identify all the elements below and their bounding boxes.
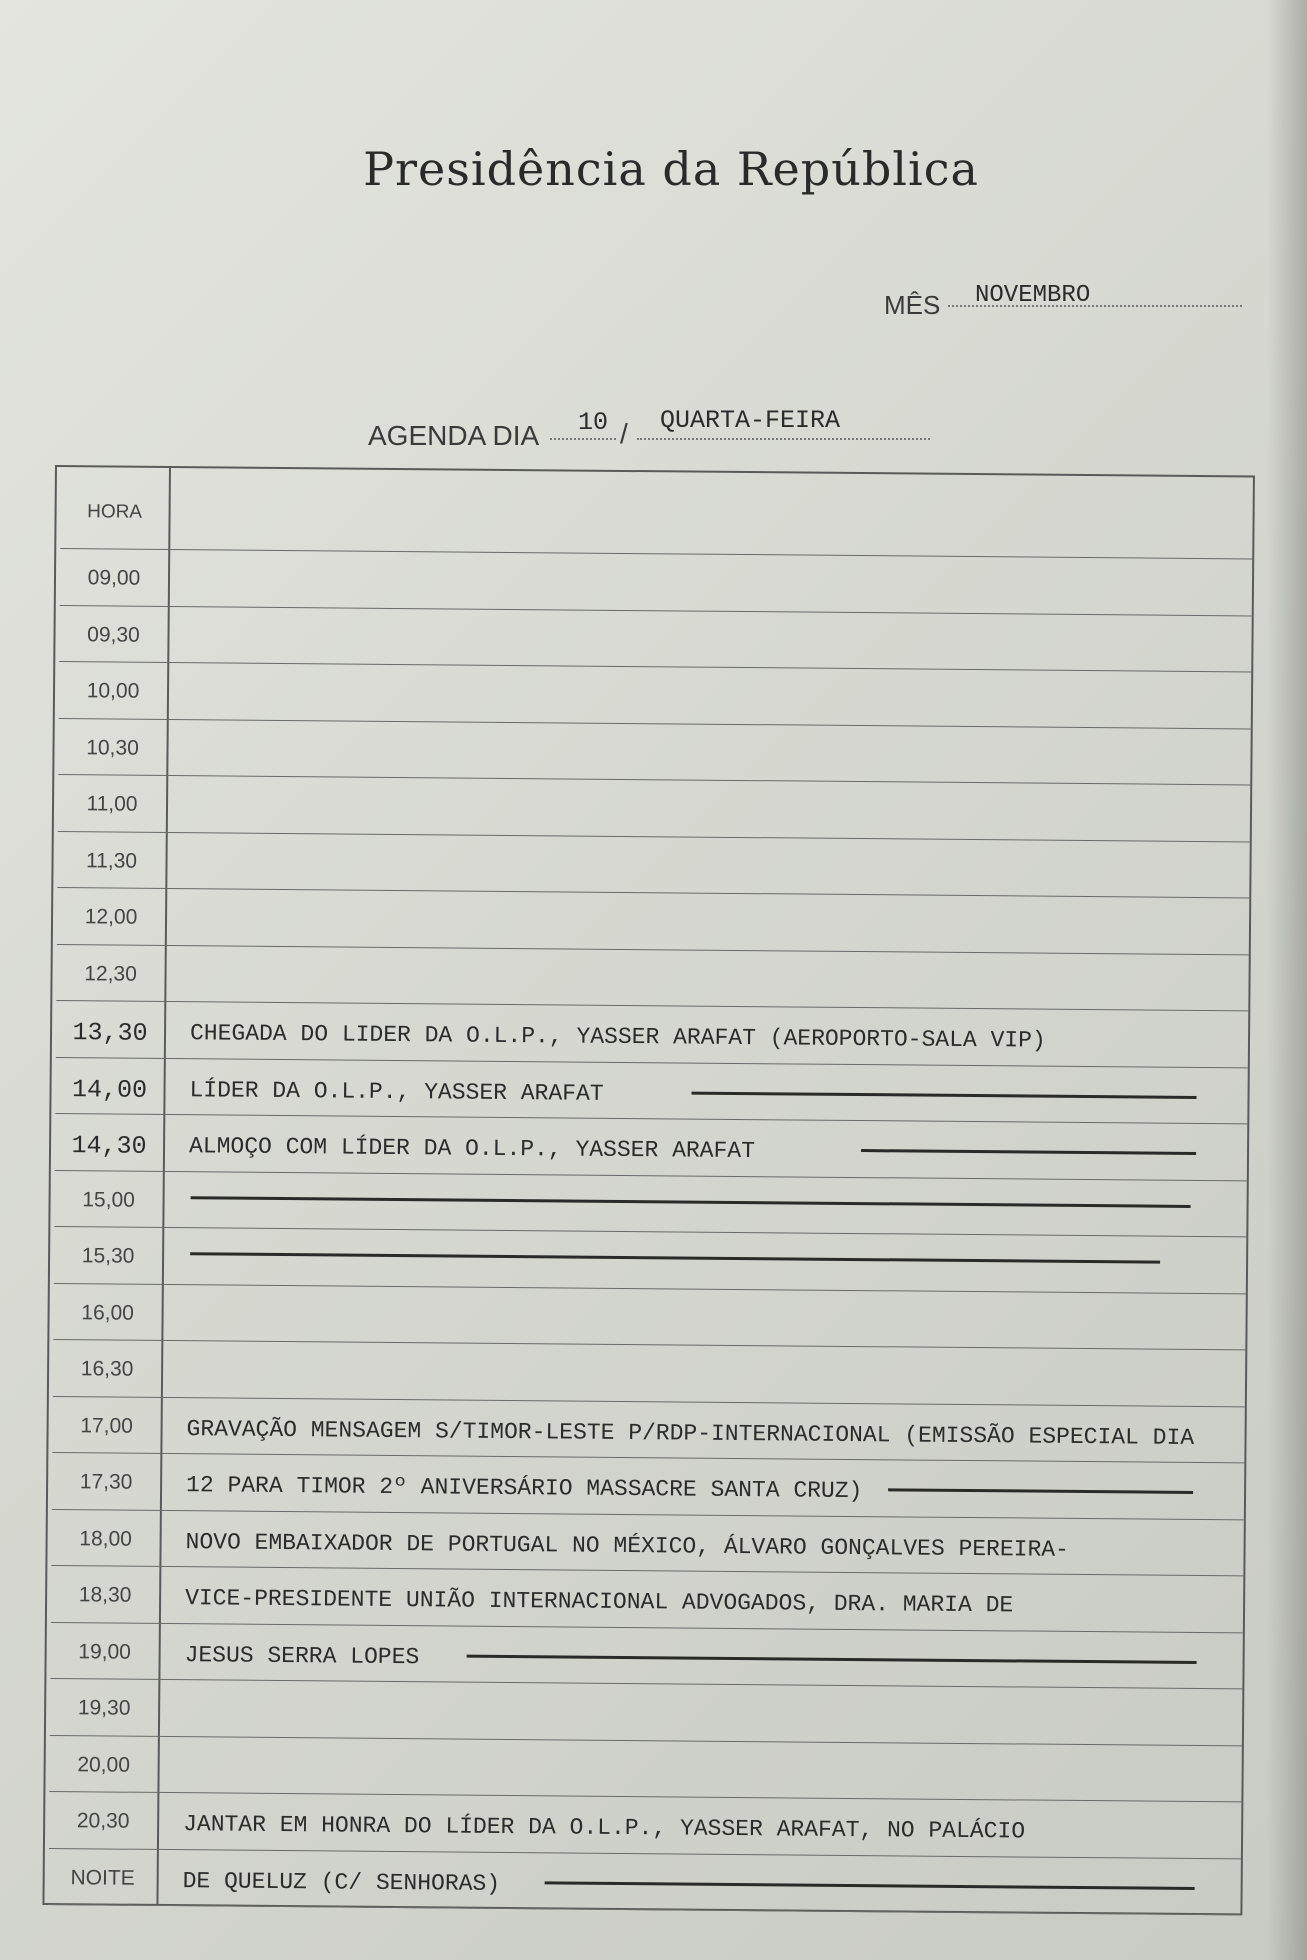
table-row: [51, 1057, 1247, 1124]
entry-cell: CHEGADA DO LIDER DA O.L.P., YASSER ARAFAT (AEROPORTO-SALA VIP): [189, 1020, 1046, 1054]
hour-cell: 14,30: [71, 1131, 147, 1161]
table-row: [46, 1679, 1242, 1746]
hour-cell: 13,30: [72, 1018, 148, 1048]
table-row: [47, 1509, 1243, 1576]
hour-cell: 20,30: [76, 1809, 130, 1833]
table-row: [49, 1283, 1245, 1350]
table-row: [50, 1227, 1246, 1294]
hour-cell: 19,30: [77, 1696, 131, 1720]
entry-cell: DE QUELUZ (C/ SENHORAS): [182, 1867, 501, 1897]
hour-cell: 10,30: [86, 735, 139, 760]
hour-cell: 12,30: [84, 961, 137, 986]
fill-dash-line: [861, 1149, 1196, 1155]
page-title: Presidência da República: [363, 142, 979, 196]
entry-cell: VICE-PRESIDENTE UNIÃO INTERNACIONAL ADVOGADOS, DRA. MARIA DE: [185, 1585, 1014, 1619]
entry-cell: ALMOÇO COM LÍDER DA O.L.P., YASSER ARAFAT: [188, 1133, 756, 1165]
hour-cell: 10,00: [86, 679, 140, 703]
table-row: [47, 1566, 1243, 1633]
table-row: [54, 775, 1250, 842]
table-row: [48, 1453, 1244, 1520]
hour-cell: 11,30: [85, 848, 138, 873]
hour-cell: 12,00: [84, 905, 138, 929]
table-row: [53, 832, 1249, 899]
hour-cell: NOITE: [70, 1865, 135, 1890]
table-row: [51, 1114, 1247, 1181]
hour-cell: 16,30: [80, 1357, 134, 1381]
schedule-table: [42, 465, 1258, 1915]
entry-cell: JANTAR EM HONRA DO LÍDER DA O.L.P., YASSER ARAFAT, NO PALÁCIO: [183, 1811, 1026, 1845]
table-row: [44, 1848, 1240, 1915]
date-separator: /: [620, 418, 628, 449]
fill-dash-line: [467, 1654, 1197, 1663]
hour-cell: 17,30: [79, 1470, 133, 1494]
table-row: [49, 1340, 1245, 1407]
table-row: [52, 944, 1248, 1011]
hour-cell: 09,30: [87, 622, 140, 647]
day-value: 10: [578, 408, 609, 437]
table-row: [46, 1622, 1242, 1689]
hour-cell: 15,30: [81, 1244, 135, 1268]
entry-cell: JESUS SERRA LOPES: [184, 1641, 420, 1670]
fill-dash-line: [888, 1488, 1193, 1494]
hour-cell: 09,00: [87, 566, 141, 590]
weekday-value: QUARTA-FEIRA: [660, 406, 841, 435]
table-row: [55, 606, 1251, 673]
hour-cell: 18,30: [78, 1583, 132, 1607]
page-shadow-edge: [1267, 0, 1307, 1960]
hour-cell: 15,00: [82, 1187, 135, 1212]
hour-cell: 20,00: [77, 1752, 131, 1777]
fill-dash-line: [191, 1196, 1191, 1208]
table-row: [45, 1735, 1241, 1802]
table-row: [54, 719, 1250, 786]
day-dotted-line: [550, 438, 616, 440]
fill-dash-line: [190, 1252, 1160, 1263]
hour-cell: 16,00: [81, 1300, 134, 1325]
weekday-dotted-line: [637, 438, 930, 440]
entry-cell: NOVO EMBAIXADOR DE PORTUGAL NO MÉXICO, ÁLVARO GONÇALVES PEREIRA-: [185, 1528, 1070, 1563]
table-row: [45, 1792, 1241, 1859]
header-row: [56, 467, 1253, 559]
table-row: [53, 888, 1249, 955]
table-row: [56, 549, 1252, 616]
month-value: NOVEMBRO: [975, 282, 1091, 309]
fill-dash-line: [692, 1091, 1197, 1098]
table-row: [52, 1001, 1248, 1068]
hour-cell: 17,00: [80, 1413, 134, 1438]
entry-cell: 12 PARA TIMOR 2º ANIVERSÁRIO MASSACRE SANTA CRUZ): [185, 1472, 863, 1505]
table-row: [48, 1396, 1244, 1463]
hour-cell: 11,00: [86, 792, 138, 816]
hour-cell: 14,00: [71, 1074, 148, 1105]
hour-cell: 18,00: [79, 1526, 133, 1551]
row-divider: [48, 1904, 1240, 1915]
table-row: [55, 662, 1251, 729]
month-label: MÊS: [884, 290, 941, 320]
schedule-table-border: [42, 465, 1255, 1915]
fill-dash-line: [545, 1881, 1195, 1890]
agenda-day-label: AGENDA DIA: [368, 420, 540, 451]
entry-cell: LÍDER DA O.L.P., YASSER ARAFAT: [189, 1076, 604, 1107]
table-row: [50, 1170, 1246, 1237]
hour-header: HORA: [87, 501, 143, 523]
hour-cell: 19,00: [78, 1639, 132, 1664]
entry-cell: GRAVAÇÃO MENSAGEM S/TIMOR-LESTE P/RDP-INTERNACIONAL (EMISSÃO ESPECIAL DIA: [186, 1415, 1195, 1451]
